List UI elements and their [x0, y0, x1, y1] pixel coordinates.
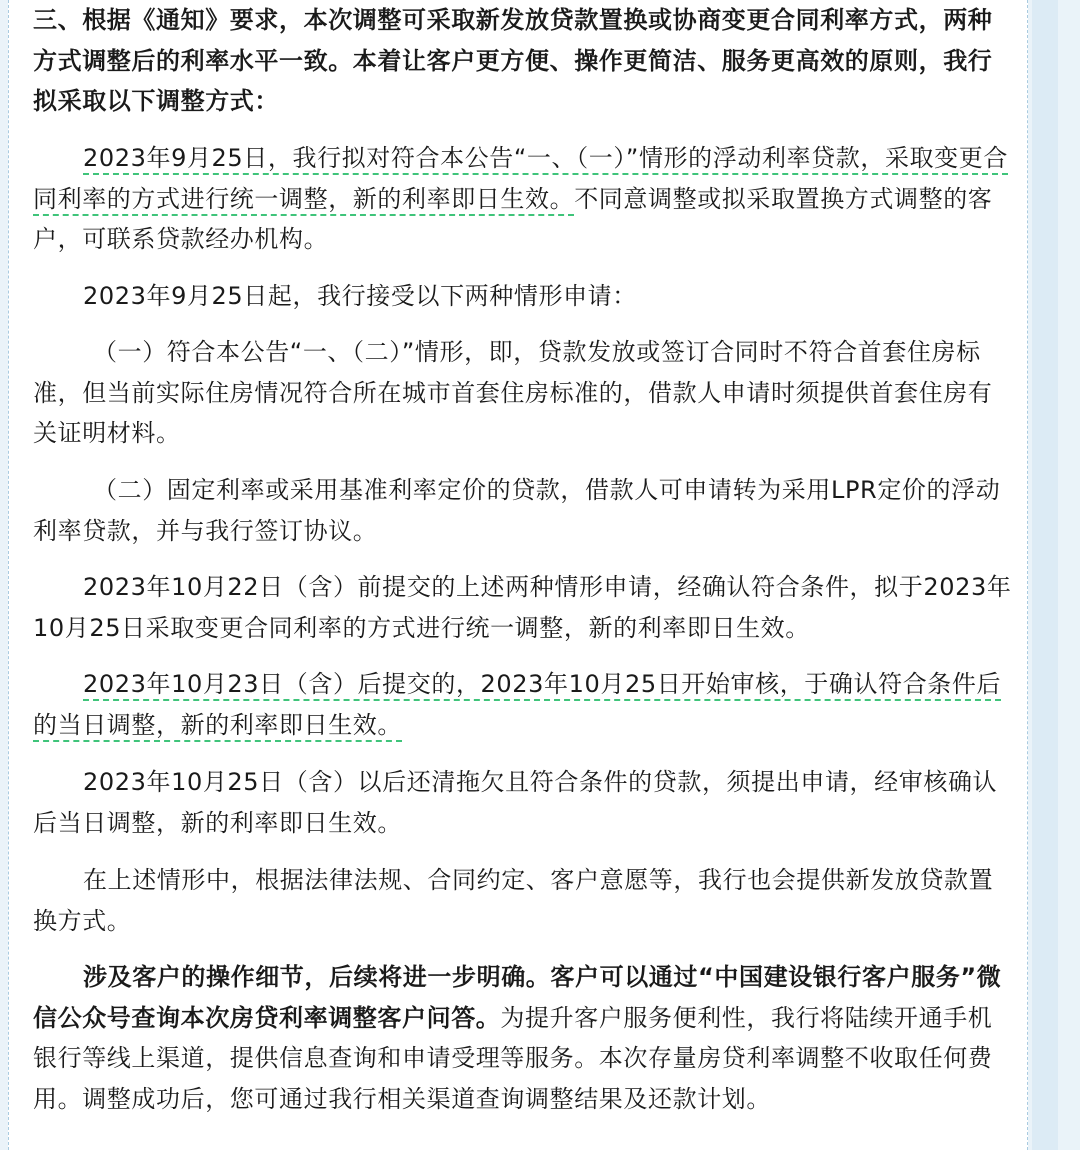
document-page [8, 0, 1028, 1150]
paragraph-arrears-cleared: 2023年10月25日（含）以后还清拖欠且符合条件的贷款，须提出申请，经审核确认后当日调整，新的利率即日生效。 [33, 768, 998, 837]
paragraph-text: 为提升客户服务便利性，我行将陆续开通手机银行等线上渠道，提供信息查询和申请受理等服务。本次存量房贷利率调整不收取任何费用。调整成功后，您可通过我行相关渠道查询调整结果及还款计划。 [33, 1003, 993, 1113]
paragraph-oct-22-deadline: 2023年10月22日（含）前提交的上述两种情形申请，经确认符合条件，拟于2023年10月25日采取变更合同利率的方式进行统一调整，新的利率即日生效。 [33, 573, 1012, 642]
paragraph-replacement-option: 在上述情形中，根据法律法规、合同约定、客户意愿等，我行也会提供新发放贷款置换方式。 [33, 866, 994, 935]
paragraph-case-one: （一）符合本公告“一、（二）”情形，即，贷款发放或签订合同时不符合首套住房标准，但当前实际住房情况符合所在城市首套住房标准的，借款人申请时须提供首套住房有关证明材料。 [33, 338, 993, 447]
paragraph-operation-details [33, 957, 1013, 1119]
bold-text: 涉及客户的操作细节，后续将进一步明确。客户可以通过“中国建设银行客户服务”微信公众号查询本次房贷利率调整客户问答。 [33, 963, 1002, 1032]
paragraph-oct-23-review [33, 664, 1013, 745]
highlighted-text: 2023年10月23日（含）后提交的，2023年10月25日开始审核，于确认符合条件后的当日调整，新的利率即日生效。 [33, 670, 1001, 742]
paragraph-application-intro: 2023年9月25日起，我行接受以下两种情形申请： [83, 282, 637, 310]
highlighted-text: 2023年9月25日，我行拟对符合本公告“一、（一）”情形的浮动利率贷款，采取变更合同利率的方式进行统一调整，新的利率即日生效。 [33, 144, 1008, 216]
paragraph-text: 不同意调整或拟采取置换方式调整的客户，可联系贷款经办机构。 [33, 184, 993, 253]
paragraph-adjustment-methods: 三、根据《通知》要求，本次调整可采取新发放贷款置换或协商变更合同利率方式，两种方式调整后的利率水平一致。本着让客户更方便、操作更简洁、服务更高效的原则，我行拟采取以下调整方式： [33, 6, 993, 115]
page-gutter [1032, 0, 1058, 1150]
paragraph-case-two: （二）固定利率或采用基准利率定价的贷款，借款人可申请转为采用LPR定价的浮动利率贷款，并与我行签订协议。 [33, 476, 1001, 545]
paragraph-sept-25-adjustment [33, 138, 1013, 260]
